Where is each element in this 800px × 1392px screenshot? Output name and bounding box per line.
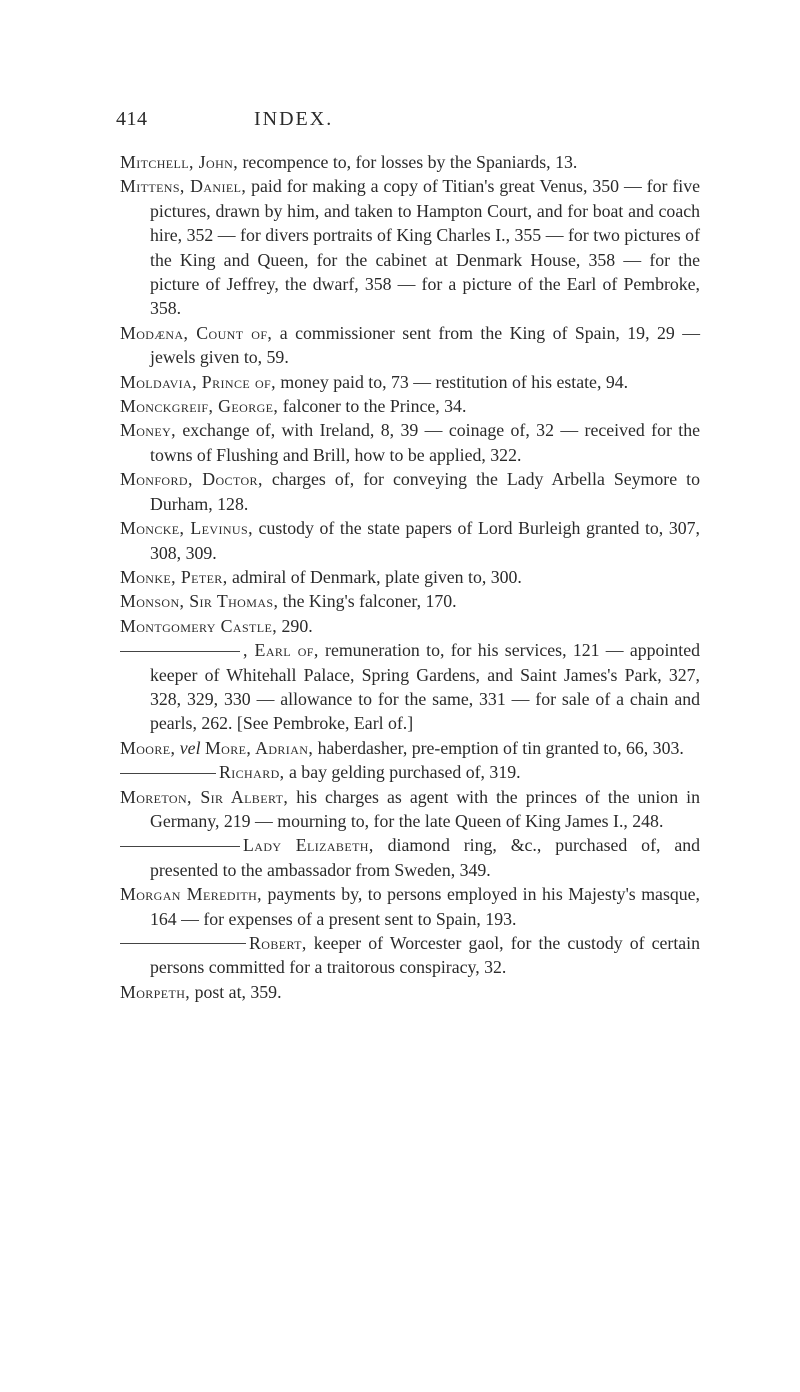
entry-text: exchange of, with Ireland, 8, 39 — coinage of, 32 — received for the towns of Flushing and Brill, how to be applied, 322.: [150, 420, 700, 465]
index-entry: [120, 418, 700, 467]
running-head: INDEX.: [254, 108, 334, 130]
entry-heading: Monson, Sir Thomas,: [120, 591, 279, 612]
entry-text: a bay gelding purchased of, 319.: [284, 762, 521, 783]
entry-heading-italic: vel: [179, 737, 201, 758]
entry-heading: Mittens, Daniel,: [120, 176, 247, 197]
entry-heading: Monke, Peter,: [120, 566, 228, 587]
entry-text: keeper of Worcester gaol, for the custody of certain persons committed for a traitorous conspiracy, 32.: [150, 933, 700, 978]
ditto-rule: [120, 846, 240, 847]
index-entry: [120, 980, 700, 1004]
entry-heading: Modæna, Count of,: [120, 322, 273, 343]
page-number: 414: [116, 108, 148, 130]
entry-heading: Monford, Doctor,: [120, 469, 263, 490]
index-entry: [120, 833, 700, 882]
entry-text: remuneration to, for his services, 121 — appointed keeper of Whitehall Palace, Spring Gardens, and Saint James's Park, 327, 328, 329, 330 — allowance to for the same, 331 — for sale of a chain and pearls, 262. [See Pembroke, Earl of.]: [150, 640, 701, 734]
entry-heading: Morpeth,: [120, 981, 191, 1002]
index-entry: [120, 736, 700, 760]
entry-heading: Lady Elizabeth,: [243, 835, 374, 856]
entry-heading: Morgan Meredith,: [120, 884, 262, 905]
entry-text: admiral of Denmark, plate given to, 300.: [227, 566, 522, 587]
index-entry: [120, 931, 700, 980]
entry-text: falconer to the Prince, 34.: [278, 396, 467, 417]
index-entry: [120, 638, 700, 736]
entry-text: charges of, for conveying the Lady Arbella Seymore to Durham, 128.: [150, 469, 700, 514]
index-entry: [120, 785, 700, 834]
index-entry: [120, 589, 700, 613]
entry-heading: Mitchell, John,: [120, 152, 239, 172]
entry-text: payments by, to persons employed in his Majesty's masque, 164 — for expenses of a present sent to Spain, 193.: [150, 884, 700, 929]
entry-heading: Moldavia, Prince of,: [120, 371, 276, 392]
index-entry: [120, 150, 700, 174]
index-entry: [120, 516, 700, 565]
entry-text: paid for making a copy of Titian's great Venus, 350 — for five pictures, drawn by him, and taken to Hampton Court, and for boat and coach hire, 352 — for divers portraits of King Charles I., 355 — for two pictures of the King and Queen, for the cabinet at Denmark House, 358 — for the picture of Jeffrey, the dwarf, 358 — for a picture of the Earl of Pembroke, 358.: [150, 176, 700, 319]
entry-text: haberdasher, pre-emption of tin granted to, 66, 303.: [313, 737, 684, 758]
index-entry: [120, 565, 700, 589]
entry-text: recompence to, for losses by the Spaniards, 13.: [238, 152, 578, 172]
index-entry: [120, 760, 700, 784]
entry-text: post at, 359.: [190, 981, 282, 1002]
entry-text: his charges as agent with the princes of the union in Germany, 219 — mourning to, for the late Queen of King James I., 248.: [150, 786, 700, 831]
entry-heading: More, Adrian,: [204, 737, 314, 758]
index-entry: [120, 882, 700, 931]
entry-heading: Money,: [120, 420, 176, 441]
index-entry: [120, 321, 700, 370]
entry-heading: Richard,: [219, 762, 285, 783]
ditto-rule: [120, 773, 216, 774]
entry-text: diamond ring, &c., purchased of, and presented to the ambassador from Sweden, 349.: [150, 835, 700, 880]
entry-heading: Montgomery Castle,: [120, 615, 278, 636]
index-entries: [120, 150, 700, 1004]
index-entry: [120, 370, 700, 394]
entry-text: a commissioner sent from the King of Spain, 19, 29 — jewels given to, 59.: [150, 322, 700, 368]
entry-text: custody of the state papers of Lord Burleigh granted to, 307, 308, 309.: [150, 518, 700, 563]
index-entry: [120, 394, 700, 418]
entry-text: 290.: [277, 615, 313, 636]
entry-text: the King's falconer, 170.: [278, 591, 457, 612]
entry-heading: Moreton, Sir Albert,: [120, 786, 289, 807]
entry-heading: Moncke, Levinus,: [120, 518, 253, 539]
index-entry: [120, 174, 700, 320]
index-entry: [120, 614, 700, 638]
page-header: [116, 108, 684, 138]
entry-heading: Moore,: [120, 737, 176, 758]
ditto-rule: [120, 943, 246, 944]
entry-heading: Monckgreif, George,: [120, 396, 279, 417]
entry-heading: Robert,: [249, 933, 307, 953]
ditto-rule: [120, 651, 240, 652]
entry-text: money paid to, 73 — restitution of his estate, 94.: [275, 371, 629, 392]
entry-heading: , Earl of,: [243, 640, 319, 661]
index-entry: [120, 467, 700, 516]
